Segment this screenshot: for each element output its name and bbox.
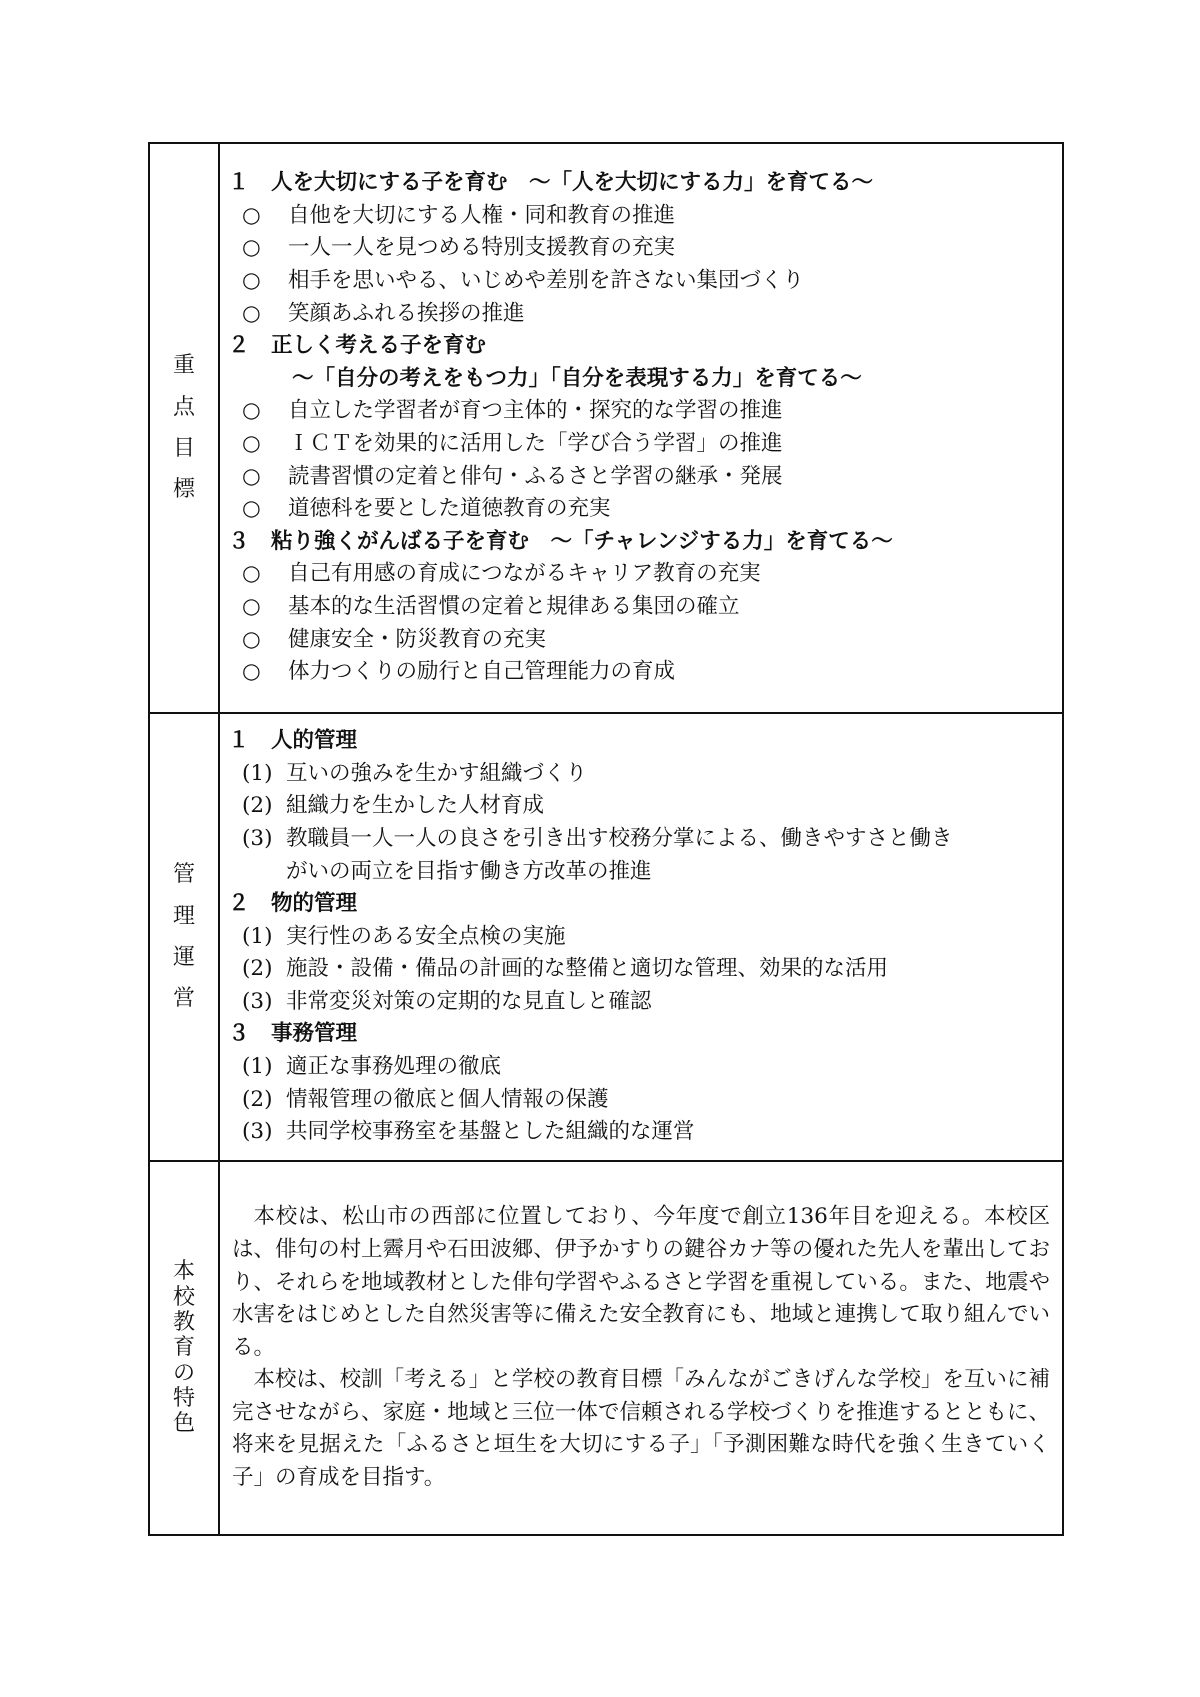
management-item: (2) 施設・設備・備品の計画的な整備と適切な管理、効果的な活用 bbox=[242, 956, 889, 982]
management-section bbox=[149, 713, 1063, 1161]
goal-item: ○ ＩＣＴを効果的に活用した「学び合う学習」の推進 bbox=[220, 428, 1062, 461]
circle-bullet-icon: ○ bbox=[242, 431, 261, 456]
circle-bullet-icon: ○ bbox=[242, 398, 261, 424]
circle-bullet-icon: ○ bbox=[242, 659, 261, 685]
management-label-cell bbox=[149, 713, 219, 1161]
goal-item: ○ 基本的な生活習慣の定着と規律ある集団の確立 bbox=[220, 591, 1062, 624]
features-paragraph: 本校は、校訓「考える」と学校の教育目標「みんながごきげんな学校」を互いに補完させながら、家庭・地域と三位一体で信頼される学校づくりを推進するとともに、将来を見据えた「ふるさと垣生を大切にする子」「予測困難な時代を強く生きていく子」の育成を目指す。 bbox=[232, 1367, 1050, 1491]
management-item: (1) 実行性のある安全点検の実施 bbox=[242, 923, 566, 949]
management-content bbox=[219, 713, 1063, 1161]
goal-item: ○ 道徳科を要とした道徳教育の充実 bbox=[220, 493, 1062, 526]
goals-label-cell bbox=[149, 143, 219, 713]
features-content bbox=[219, 1161, 1063, 1535]
school-policy-table bbox=[148, 142, 1064, 1536]
circle-bullet-icon: ○ bbox=[242, 268, 261, 294]
goal-heading: ２ 正しく考える子を育む bbox=[228, 333, 487, 359]
goal-item: ○ 一人一人を見つめる特別支援教育の充実 bbox=[220, 232, 1062, 265]
goal-item: ○ 読書習慣の定着と俳句・ふるさと学習の継承・発展 bbox=[220, 461, 1062, 494]
goals-section bbox=[149, 143, 1063, 713]
circle-bullet-icon: ○ bbox=[242, 463, 261, 489]
management-label: 管 理 運 営 bbox=[172, 862, 195, 1012]
features-label-cell bbox=[149, 1161, 219, 1535]
management-heading: １ 人的管理 bbox=[228, 728, 358, 754]
management-item: (3) 非常変災対策の定期的な見直しと確認 bbox=[242, 988, 652, 1014]
features-label: 本 校 教 育 の 特 色 bbox=[172, 1259, 195, 1437]
document-page bbox=[148, 142, 1064, 1536]
goals-label: 重 点 目 標 bbox=[172, 353, 195, 503]
circle-bullet-icon: ○ bbox=[242, 496, 261, 522]
circle-bullet-icon: ○ bbox=[242, 300, 261, 326]
goal-item: ○ 自己有用感の育成につながるキャリア教育の充実 bbox=[220, 558, 1062, 591]
features-paragraph: 本校は、松山市の西部に位置しており、今年度で創立136年目を迎える。本校区は、俳句の村上霽月や石田波郷、伊予かすりの鍵谷カナ等の優れた先人を輩出しており、それらを地域教材とした俳句学習やふるさと学習を重視している。また、地震や水害をはじめとした自然災害等に備えた安全教育にも、地域と連携して取り組んでいる。 bbox=[232, 1204, 1050, 1360]
circle-bullet-icon: ○ bbox=[242, 593, 261, 619]
goal-item: ○ 笑顔あふれる挨拶の推進 bbox=[220, 298, 1062, 331]
management-item-continuation: がいの両立を目指す働き方改革の推進 bbox=[286, 858, 652, 884]
goal-item: ○ 相手を思いやる、いじめや差別を許さない集団づくり bbox=[220, 265, 1062, 298]
circle-bullet-icon: ○ bbox=[242, 202, 261, 228]
goal-item: ○ 自立した学習者が育つ主体的・探究的な学習の推進 bbox=[220, 395, 1062, 428]
management-heading: ３ 事務管理 bbox=[228, 1021, 358, 1047]
circle-bullet-icon: ○ bbox=[242, 561, 261, 587]
management-item: (1) 適正な事務処理の徹底 bbox=[242, 1054, 502, 1080]
features-section bbox=[149, 1161, 1063, 1535]
management-item: (1) 互いの強みを生かす組織づくり bbox=[242, 760, 588, 786]
goals-content bbox=[219, 143, 1063, 713]
management-heading: ２ 物的管理 bbox=[228, 891, 358, 917]
goal-heading: １ 人を大切にする子を育む ～「人を大切にする力」を育てる～ bbox=[228, 170, 874, 196]
goal-item: ○ 健康安全・防災教育の充実 bbox=[220, 624, 1062, 657]
goal-subheading: ～「自分の考えをもつ力」「自分を表現する力」を育てる～ bbox=[292, 365, 862, 391]
management-item: (2) 組織力を生かした人材育成 bbox=[242, 793, 545, 819]
goal-heading: ３ 粘り強くがんばる子を育む ～「チャレンジする力」を育てる～ bbox=[228, 528, 893, 554]
goal-item: ○ 体力つくりの励行と自己管理能力の育成 bbox=[220, 656, 1062, 689]
management-item: (3) 共同学校事務室を基盤とした組織的な運営 bbox=[242, 1119, 695, 1145]
circle-bullet-icon: ○ bbox=[242, 235, 261, 261]
circle-bullet-icon: ○ bbox=[242, 626, 261, 652]
management-item: (2) 情報管理の徹底と個人情報の保護 bbox=[242, 1086, 609, 1112]
goal-item: ○ 自他を大切にする人権・同和教育の推進 bbox=[220, 200, 1062, 233]
management-item: (3) 教職員一人一人の良さを引き出す校務分掌による、働きやすさと働き bbox=[242, 825, 953, 851]
